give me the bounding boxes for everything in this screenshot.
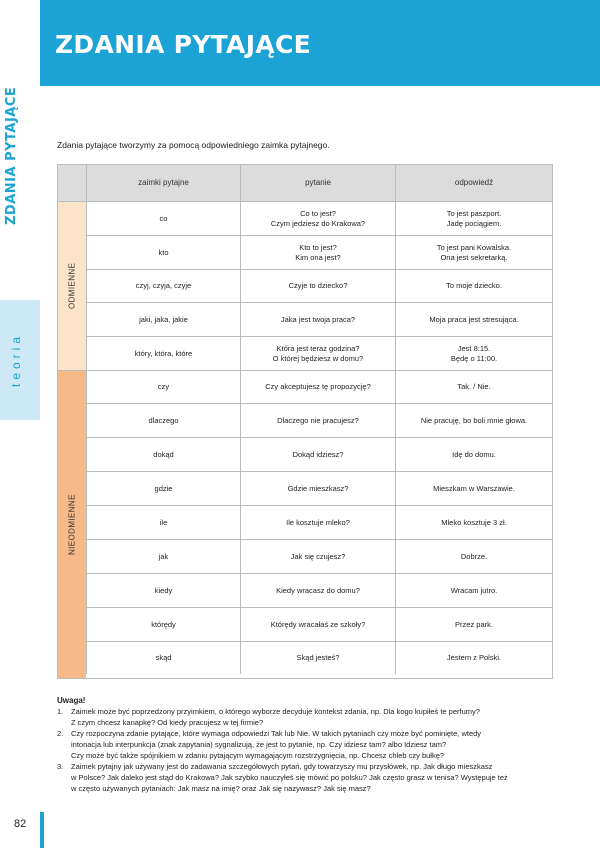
cell-text: Tak. / Nie.: [457, 382, 491, 391]
cell-text: Skąd jesteś?: [296, 653, 340, 662]
cell-text: Moja praca jest stresująca.: [429, 314, 519, 324]
question-cell: [240, 337, 395, 370]
table-row: [86, 539, 552, 573]
cell-text: Mleko kosztuje 3 zł.: [441, 517, 507, 527]
table-row: [86, 607, 552, 641]
table-row: [86, 573, 552, 607]
cell-text: Przez park.: [455, 619, 493, 629]
cell-text: Jadę pociągiem.: [446, 218, 502, 228]
group-nieodmienne: [58, 370, 86, 678]
question-cell: [240, 472, 395, 505]
answer-cell: [395, 236, 552, 269]
answer-cell: [395, 506, 552, 539]
cell-text: Która jest teraz godzina?: [276, 343, 360, 353]
answer-cell: [395, 540, 552, 573]
pronoun-cell: [86, 438, 240, 471]
cell-text: Czym jedziesz do Krakowa?: [270, 218, 366, 228]
cell-text: Którędy wracałaś ze szkoły?: [270, 619, 366, 629]
table-header-row: [58, 165, 552, 201]
cell-text: gdzie: [154, 483, 173, 493]
cell-text: Czy akceptujesz tę propozycję?: [265, 382, 371, 391]
group-label-odmienne: ODMIENNE: [67, 262, 77, 310]
cell-text: Jak się czujesz?: [290, 551, 346, 561]
question-cell: [240, 438, 395, 471]
note-line: Czy może być także spójnikiem w zdaniu pytającym wymagającym rozstrzygnięcia, np. Chcesz chleb czy bułkę?: [71, 751, 445, 760]
note-number: 1.: [57, 707, 64, 716]
cell-text: Będę o 11:00.: [450, 353, 498, 363]
table-row: [86, 336, 552, 370]
cell-text: Mieszkam w Warszawie.: [433, 483, 515, 493]
pronoun-cell: [86, 642, 240, 674]
cell-text: jaki, jaka, jakie: [139, 314, 188, 324]
cell-text: Ile kosztuje mleko?: [286, 517, 350, 527]
answer-cell: [395, 404, 552, 437]
answer-cell: [395, 202, 552, 235]
answer-cell: [395, 642, 552, 674]
pronoun-cell: [86, 404, 240, 437]
note-item: [57, 761, 557, 794]
cell-text: który, która, które: [134, 348, 193, 358]
question-cell: [240, 270, 395, 302]
cell-text: kiedy: [154, 585, 173, 595]
pronoun-cell: [86, 540, 240, 573]
cell-text: Dobrze.: [460, 551, 488, 561]
pronoun-cell: [86, 236, 240, 269]
cell-text: co: [159, 213, 168, 223]
pronoun-cell: [86, 371, 240, 403]
cell-text: Kim ona jest?: [295, 252, 341, 262]
cell-text: dokąd: [153, 449, 174, 459]
note-line: w często używanych pytaniach: Jak masz na imię? oraz Jak się nazywasz? Jak się masz?: [71, 784, 371, 793]
question-cell: [240, 404, 395, 437]
side-tab-teoria: [0, 300, 40, 420]
table-row: [86, 201, 552, 235]
note-item: [57, 728, 557, 761]
question-cell: [240, 574, 395, 607]
question-cell: [240, 642, 395, 674]
table-row: [86, 471, 552, 505]
cell-text: Ona jest sekretarką.: [440, 252, 508, 262]
cell-text: skąd: [155, 653, 172, 662]
table-row: [86, 370, 552, 403]
answer-cell: [395, 574, 552, 607]
question-cell: [240, 540, 395, 573]
cell-text: Dokąd idziesz?: [292, 449, 344, 459]
cell-text: Jaka jest twoja praca?: [280, 314, 356, 324]
cell-text: czyj, czyja, czyje: [135, 281, 192, 290]
pronoun-cell: [86, 337, 240, 370]
note-line: Zaimek może być poprzedzony przyimkiem, o którego wyborze decyduje kontekst zdania, np. Dla kogo kupiłeś te perfumy?: [71, 707, 480, 716]
pronoun-cell: [86, 303, 240, 336]
cell-text: jak: [158, 551, 169, 561]
note-line: w Polsce? Jak daleko jest stąd do Krakowa? Jak szybko nauczyłeś się mówić po polsku? Jak często grasz w tenisa? Występuje też: [71, 773, 508, 782]
question-cell: [240, 506, 395, 539]
cell-text: Gdzie mieszkasz?: [287, 483, 349, 493]
group-label-nieodmienne: NIEODMIENNE: [67, 494, 77, 555]
cell-text: Czyje to dziecko?: [288, 281, 348, 290]
cell-text: To moje dziecko.: [446, 281, 502, 290]
group-odmienne: [58, 201, 86, 370]
answer-cell: [395, 303, 552, 336]
cell-text: To jest pani Kowalska.: [436, 242, 512, 252]
pronoun-cell: [86, 270, 240, 302]
cell-text: Idę do domu.: [452, 449, 496, 459]
cell-text: O której będziesz w domu?: [272, 353, 364, 363]
cell-text: To jest paszport.: [446, 208, 502, 218]
cell-text: ile: [159, 517, 168, 527]
pronoun-cell: [86, 506, 240, 539]
note-line: intonacja lub interpunkcja (znak zapytania) sygnalizują, że jest to pytanie, np. Czy idziesz tam? albo Idziesz tam?: [71, 740, 447, 749]
cell-text: Kto to jest?: [299, 242, 337, 252]
table-row: [86, 269, 552, 302]
cell-text: Jest 8:15.: [457, 343, 491, 353]
intro-text: Zdania pytające tworzymy za pomocą odpowiedniego zaimka pytajnego.: [57, 140, 330, 150]
question-cell: [240, 371, 395, 403]
notes-section: [57, 695, 557, 794]
cell-text: dlaczego: [148, 415, 179, 425]
cell-text: kto: [158, 247, 169, 257]
answer-cell: [395, 337, 552, 370]
answer-cell: [395, 472, 552, 505]
cell-text: czy: [157, 382, 170, 391]
notes-list: [57, 706, 557, 794]
answer-cell: [395, 608, 552, 641]
note-item: [57, 706, 557, 728]
table-row: [86, 505, 552, 539]
pronoun-cell: [86, 202, 240, 235]
cell-text: Dlaczego nie pracujesz?: [277, 415, 359, 425]
question-cell: [240, 236, 395, 269]
note-line: Zaimek pytajny jak używany jest do zadawania szczegółowych pytań, gdy towarzyszy mu przysłówek, np. Jak długo mieszkasz: [71, 762, 493, 771]
pronoun-cell: [86, 608, 240, 641]
header-question: pytanie: [240, 165, 395, 201]
table-row: [86, 235, 552, 269]
note-number: 2.: [57, 729, 64, 738]
header-pronouns: zaimki pytajne: [86, 165, 240, 201]
note-line: Z czym chcesz kanapkę? Od kiedy pracujesz w tej firmie?: [71, 718, 264, 727]
pronoun-cell: [86, 472, 240, 505]
question-cell: [240, 303, 395, 336]
answer-cell: [395, 270, 552, 302]
pronoun-cell: [86, 574, 240, 607]
side-strip-decoration: [40, 812, 44, 848]
cell-text: Co to jest?: [300, 208, 336, 218]
table-row: [86, 403, 552, 437]
question-cell: [240, 202, 395, 235]
table-row: [86, 437, 552, 471]
table-row: [86, 641, 552, 674]
cell-text: Wracam jutro.: [450, 585, 498, 595]
side-tab-label: teoria: [9, 332, 23, 388]
note-line: Czy rozpoczyna zdanie pytające, które wymaga odpowiedzi Tak lub Nie. W takich pytaniach czy może być pominięte, wtedy: [71, 729, 482, 738]
pronoun-table: [57, 164, 553, 679]
page-title: ZDANIA PYTAJĄCE: [55, 30, 311, 59]
cell-text: Kiedy wracasz do domu?: [276, 585, 360, 595]
note-number: 3.: [57, 762, 64, 771]
cell-text: Nie pracuję, bo boli mnie głowa.: [420, 415, 528, 425]
header-bar: [40, 0, 600, 86]
cell-text: Jestem z Polski.: [446, 653, 502, 662]
question-cell: [240, 608, 395, 641]
answer-cell: [395, 371, 552, 403]
side-title: ZDANIA PYTAJĄCE: [4, 86, 19, 225]
header-answer: odpowiedź: [395, 165, 552, 201]
answer-cell: [395, 438, 552, 471]
page-number: 82: [14, 818, 27, 830]
table-row: [86, 302, 552, 336]
cell-text: którędy: [151, 619, 176, 629]
notes-heading: Uwaga!: [57, 696, 86, 705]
